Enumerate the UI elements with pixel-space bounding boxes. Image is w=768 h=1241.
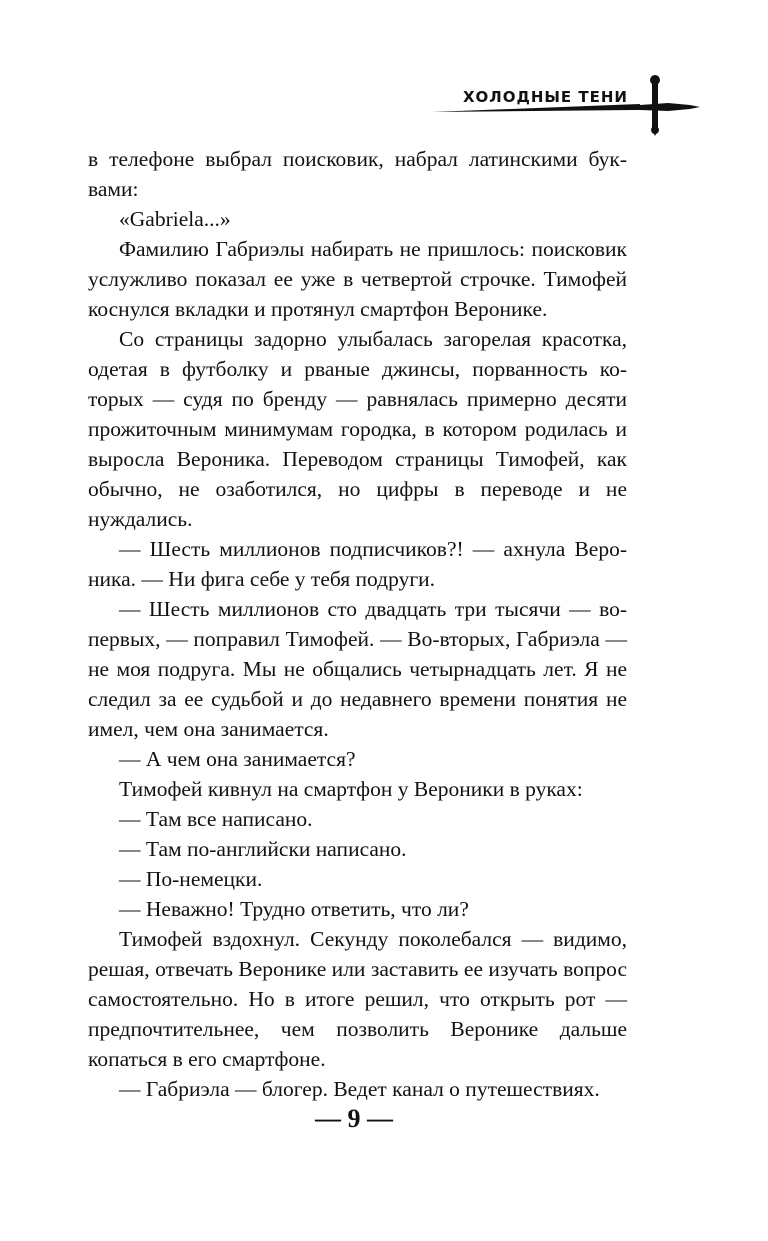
header-rule [0, 70, 768, 150]
paragraph: Тимофей кивнул на смартфон у Вероники в руках: [119, 777, 583, 801]
paragraph: — Неважно! Трудно ответить, что ли? [119, 897, 469, 921]
paragraph: — Шесть миллионов подписчиков?! — ахнула Вероника. — Ни фига себе у тебя подруги. [88, 537, 627, 591]
body-text [88, 144, 627, 1104]
paragraph: Тимофей вздохнул. Секунду поколебался — видимо, решая, отвечать Веронике или заставить ее изучать вопрос самостоятельно. Но в итоге решил, что открыть рот — предпочтительнее, чем позволить Веронике дальше копаться в его смартфоне. [88, 927, 627, 1071]
paragraph: в телефоне выбрал поисковик, набрал латинскими буквами: [88, 147, 627, 201]
paragraph: Со страницы задорно улыбалась загорелая красотка, одетая в футболку и рваные джинсы, порванность которых — судя по бренду — равнялась примерно десяти прожиточным минимумам городка, в котором родилась и выросла Вероника. Переводом страницы Тимофей, как обычно, не озаботился, но цифры в переводе и не нуждались. [88, 327, 627, 531]
dagger-icon [640, 75, 700, 136]
running-title: ХОЛОДНЫЕ ТЕНИ [462, 88, 628, 106]
running-header [0, 70, 768, 150]
paragraph: — Габриэла — блогер. Ведет канал о путешествиях. [119, 1077, 600, 1101]
page-number: — 9 — [315, 1104, 393, 1133]
paragraph: — Там все написано. [119, 807, 313, 831]
paragraph: — Шесть миллионов сто двадцать три тысячи — во-первых, — поправил Тимофей. — Во-вторых, Габриэла — не моя подруга. Мы не общались четырнадцать лет. Я не следил за ее судьбой и до недавнего времени понятия не имел, чем она занимается. [88, 597, 627, 741]
paragraph: Фамилию Габриэлы набирать не пришлось: поисковик услужливо показал ее уже в четвертой строчке. Тимофей коснулся вкладки и протянул смартфон Веронике. [88, 237, 627, 321]
paragraph: — Там по-английски написано. [119, 837, 407, 861]
paragraph: «Gabriela...» [119, 207, 231, 231]
paragraph: — А чем она занимается? [119, 747, 356, 771]
paragraph: — По-немецки. [119, 867, 263, 891]
